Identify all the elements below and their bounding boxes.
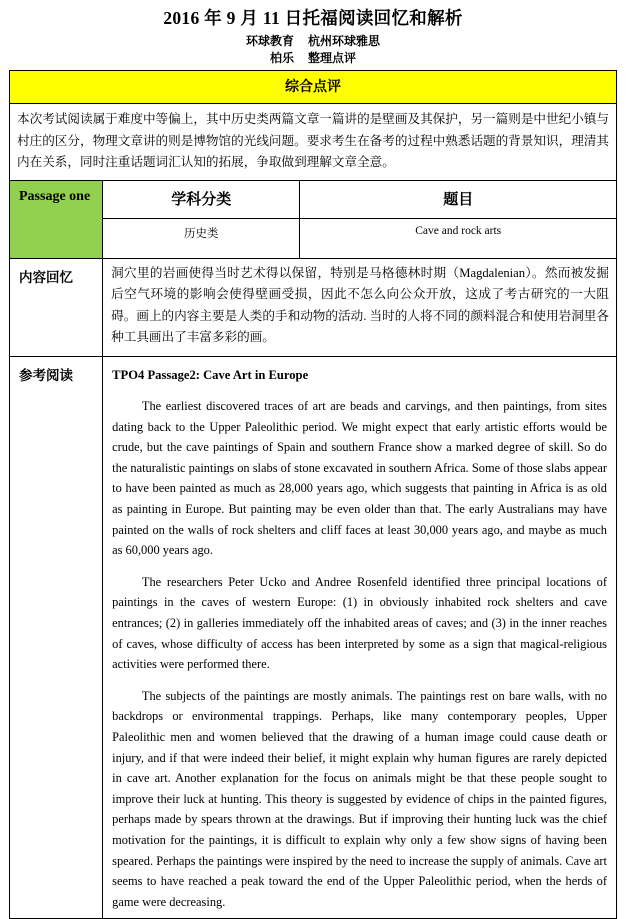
cell-topic-value: Cave and rock arts [300, 218, 617, 258]
recall-paragraph: 洞穴里的岩画使得当时艺术得以保留，特别是马格德林时期（Magdalenian）。然而被发掘后空气环境的影响会使得壁画受损，因此不怎么向公众开放，这成了考古研究的一大阻碍。画上的内容主要是人类的手和动物的活动. 当时的人将不同的颜料混合和使用岩洞里各种工具画出了丰富多彩的画。 [111, 265, 609, 344]
page-title: 2016 年 9 月 11 日托福阅读回忆和解析 [163, 8, 463, 28]
table-row-recall [10, 258, 617, 356]
overview-banner: 综合点评 [10, 71, 617, 104]
table-row-reading [10, 356, 617, 919]
reading-body [103, 356, 617, 919]
spacer [294, 50, 308, 67]
spacer [294, 33, 308, 50]
reading-heading: TPO4 Passage2: Cave Art in Europe [112, 367, 309, 382]
author-line [0, 50, 626, 67]
table-row-banner [10, 71, 617, 104]
document-table [9, 70, 617, 919]
byline-block [0, 31, 626, 70]
reading-paragraph: The subjects of the paintings are mostly animals. The paintings rest on bare walls, with no backdrops or environmental trappings. Perhaps, like many contemporary peoples, Upper Paleolithic men and women believed that the drawing of a human image could cause death or injury, and if that were indeed their belief, it might explain why human figures are rarely depicted in cave art. Another explanation for the focus on animals might be that these people sought to improve their luck at hunting. This theory is suggested by evidence of chips in the painted figures, perhaps made by spears thrown at the drawings. But if improving their hunting luck was the chief motivation for the paintings, it is difficult to explain why only a few show signs of having been speared. Perhaps the paintings were inspired by the need to increase the supply of animals. Cave art seems to have reached a peak toward the end of the Upper Paleolithic period, when the herds of game were decreasing. [112, 688, 607, 909]
recall-body [103, 258, 617, 356]
column-header-subject: 学科分类 [103, 180, 300, 218]
author-role: 整理点评 [308, 51, 357, 65]
recall-label: 内容回忆 [10, 258, 103, 356]
table-row-overview [10, 104, 617, 181]
table-row-passage-header [10, 180, 617, 218]
organization-branch: 杭州环球雅思 [308, 34, 381, 48]
reading-paragraph: The earliest discovered traces of art are beads and carvings, and then paintings, from sites dating back to the Upper Paleolithic period. We might expect that early artistic efforts would be crude, but the cave paintings of Spain and southern France show a marked degree of skill. So do the naturalistic paintings on slabs of stone excavated in southern Africa. Some of those slabs appear to have been painted as much as 28,000 years ago, which suggests that painting in Africa is as old as painting in Europe. But painting may be even older than that. The early Australians may have painted on the walls of rock shelters and cliff faces at least 30,000 years ago, and maybe as much as 60,000 years ago. [112, 399, 607, 558]
passage-label: Passage one [10, 180, 103, 258]
reading-paragraph: The researchers Peter Ucko and Andree Rosenfeld identified three principal locations of paintings in the caves of western Europe: (1) in obviously inhabited rock shelters and cave entrances; (2) in galleries immediately off the inhabited areas of caves; and (3) in the inner reaches of caves, whose difficulty of access has been interpreted by some as a sign that magical-religious activities were performed there. [112, 574, 607, 672]
organization-name: 环球教育 [245, 34, 294, 48]
reading-paragraphs [112, 396, 607, 912]
organization-line [0, 33, 626, 50]
overview-text: 本次考试阅读属于难度中等偏上，其中历史类两篇文章一篇讲的是壁画及其保护，另一篇则是中世纪小镇与村庄的区分，物理文章讲的则是博物馆的光线问题。要求考生在备考的过程中熟悉话题的背景知识，理清其内在关系，同时注重话题词汇认知的拓展，争取做到理解文章全意。 [10, 104, 617, 181]
column-header-topic: 题目 [300, 180, 617, 218]
cell-subject-value: 历史类 [103, 218, 300, 258]
reading-label: 参考阅读 [10, 356, 103, 919]
author-name: 柏乐 [269, 51, 294, 65]
